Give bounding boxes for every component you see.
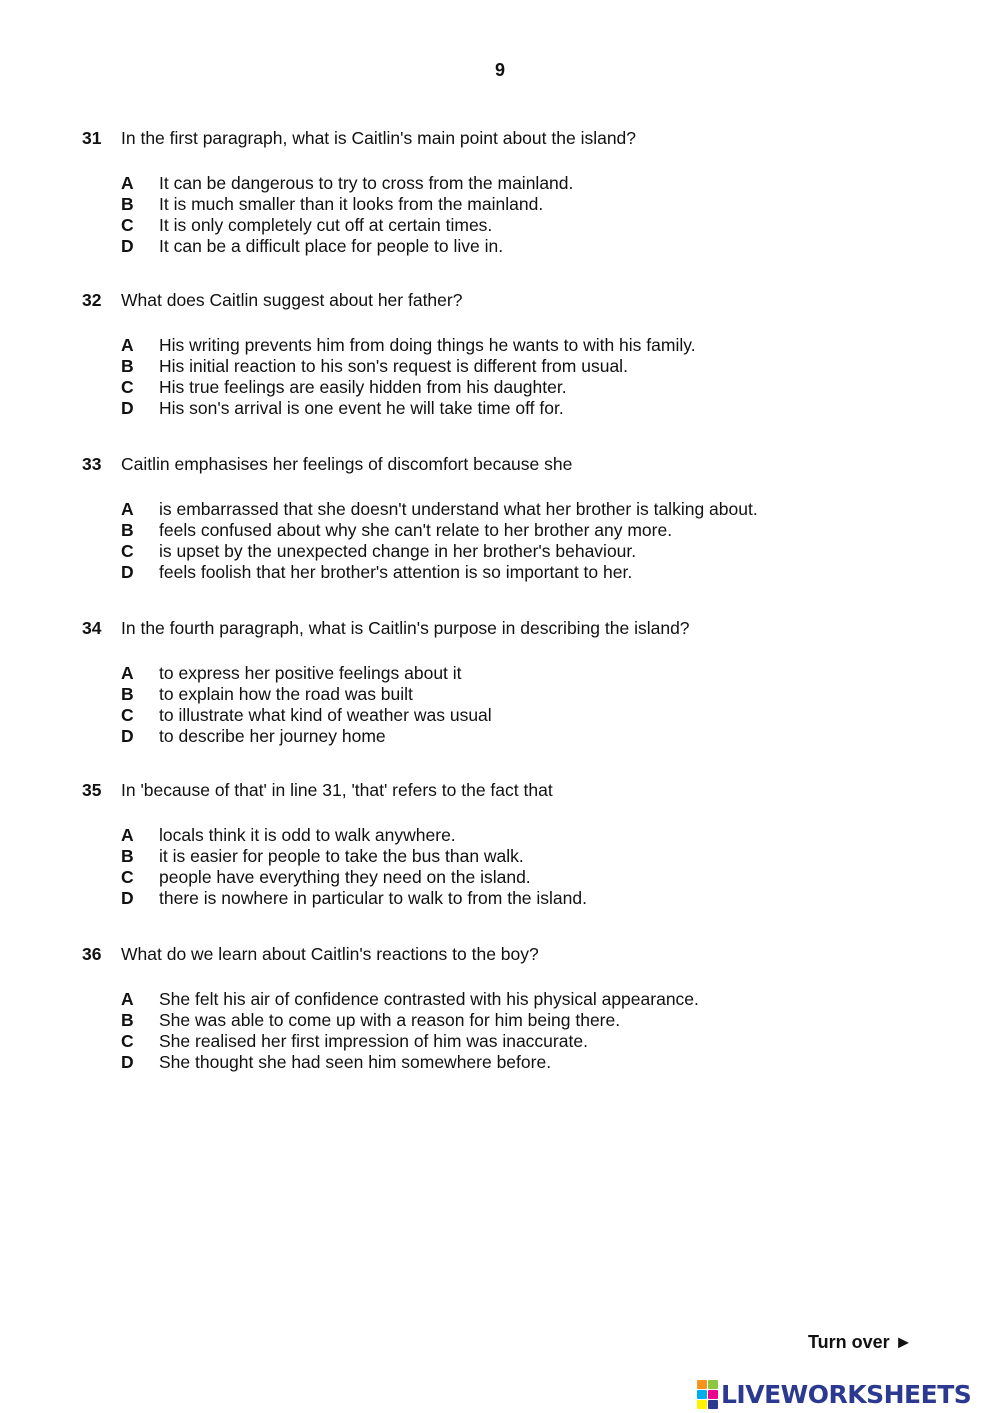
question-stem: What does Caitlin suggest about her father? (121, 290, 463, 310)
option-c (0, 541, 1000, 562)
option-text: His son's arrival is one event he will take time off for. (159, 398, 564, 418)
watermark-text: LIVEWORKSHEETS (721, 1379, 972, 1409)
option-text: She felt his air of confidence contrasted with his physical appearance. (159, 989, 699, 1009)
option-a (0, 499, 1000, 520)
option-text: there is nowhere in particular to walk to from the island. (159, 888, 587, 908)
option-letter: D (121, 398, 134, 418)
option-c (0, 705, 1000, 726)
option-text: It is only completely cut off at certain times. (159, 215, 493, 235)
option-letter: A (121, 499, 134, 519)
option-a (0, 335, 1000, 356)
option-letter: B (121, 846, 134, 866)
option-b (0, 194, 1000, 215)
option-text: to explain how the road was built (159, 684, 413, 704)
option-letter: C (121, 705, 134, 725)
option-d (0, 1052, 1000, 1073)
logo-cell (697, 1390, 707, 1399)
option-b (0, 846, 1000, 867)
option-letter: C (121, 215, 134, 235)
logo-cell (708, 1380, 718, 1389)
option-text: to illustrate what kind of weather was usual (159, 705, 492, 725)
option-c (0, 215, 1000, 236)
option-letter: C (121, 867, 134, 887)
liveworksheets-logo-icon (697, 1380, 718, 1409)
logo-cell (708, 1400, 718, 1409)
option-text: His writing prevents him from doing things he wants to with his family. (159, 335, 696, 355)
option-text: locals think it is odd to walk anywhere. (159, 825, 456, 845)
logo-cell (697, 1380, 707, 1389)
option-text: His true feelings are easily hidden from his daughter. (159, 377, 567, 397)
option-letter: D (121, 888, 134, 908)
liveworksheets-watermark[interactable] (697, 1378, 971, 1410)
option-text: to express her positive feelings about it (159, 663, 462, 683)
option-text: She thought she had seen him somewhere before. (159, 1052, 552, 1072)
option-b (0, 684, 1000, 705)
option-text: feels foolish that her brother's attention is so important to her. (159, 562, 633, 582)
option-a (0, 825, 1000, 846)
question-number: 33 (82, 454, 102, 474)
question-number: 32 (82, 290, 102, 310)
option-letter: A (121, 663, 134, 683)
option-c (0, 377, 1000, 398)
option-b (0, 1010, 1000, 1031)
option-text: is embarrassed that she doesn't understand what her brother is talking about. (159, 499, 758, 519)
option-text: is upset by the unexpected change in her brother's behaviour. (159, 541, 637, 561)
option-d (0, 236, 1000, 257)
option-a (0, 173, 1000, 194)
option-text: It can be dangerous to try to cross from the mainland. (159, 173, 574, 193)
page-number: 9 (494, 60, 505, 80)
question-number: 36 (82, 944, 102, 964)
option-a (0, 663, 1000, 684)
option-letter: B (121, 684, 134, 704)
option-text: It is much smaller than it looks from the mainland. (159, 194, 544, 214)
question-stem: In 'because of that' in line 31, 'that' refers to the fact that (121, 780, 553, 800)
option-c (0, 1031, 1000, 1052)
option-a (0, 989, 1000, 1010)
option-text: feels confused about why she can't relate to her brother any more. (159, 520, 673, 540)
logo-cell (708, 1390, 718, 1399)
option-letter: D (121, 236, 134, 256)
option-letter: D (121, 1052, 134, 1072)
option-b (0, 356, 1000, 377)
question-stem: In the first paragraph, what is Caitlin's main point about the island? (121, 128, 637, 148)
option-letter: D (121, 562, 134, 582)
logo-cell (697, 1400, 707, 1409)
question-number: 34 (82, 618, 102, 638)
option-letter: B (121, 520, 134, 540)
option-text: It can be a difficult place for people to live in. (159, 236, 504, 256)
option-letter: B (121, 194, 134, 214)
option-text: people have everything they need on the island. (159, 867, 531, 887)
option-d (0, 562, 1000, 583)
option-letter: B (121, 356, 134, 376)
question-stem: In the fourth paragraph, what is Caitlin's purpose in describing the island? (121, 618, 690, 638)
option-letter: A (121, 989, 134, 1009)
option-letter: A (121, 825, 134, 845)
option-letter: C (121, 1031, 134, 1051)
option-d (0, 398, 1000, 419)
question-number: 35 (82, 780, 102, 800)
option-c (0, 867, 1000, 888)
option-text: it is easier for people to take the bus than walk. (159, 846, 524, 866)
option-letter: A (121, 173, 134, 193)
option-letter: C (121, 541, 134, 561)
option-text: to describe her journey home (159, 726, 386, 746)
turn-over-label: Turn over ► (808, 1332, 913, 1352)
option-text: His initial reaction to his son's request is different from usual. (159, 356, 628, 376)
option-letter: A (121, 335, 134, 355)
option-b (0, 520, 1000, 541)
option-letter: D (121, 726, 134, 746)
option-text: She realised her first impression of him was inaccurate. (159, 1031, 588, 1051)
option-d (0, 888, 1000, 909)
question-stem: Caitlin emphasises her feelings of discomfort because she (121, 454, 573, 474)
option-text: She was able to come up with a reason for him being there. (159, 1010, 621, 1030)
question-number: 31 (82, 128, 102, 148)
question-stem: What do we learn about Caitlin's reactions to the boy? (121, 944, 539, 964)
option-letter: B (121, 1010, 134, 1030)
option-d (0, 726, 1000, 747)
option-letter: C (121, 377, 134, 397)
